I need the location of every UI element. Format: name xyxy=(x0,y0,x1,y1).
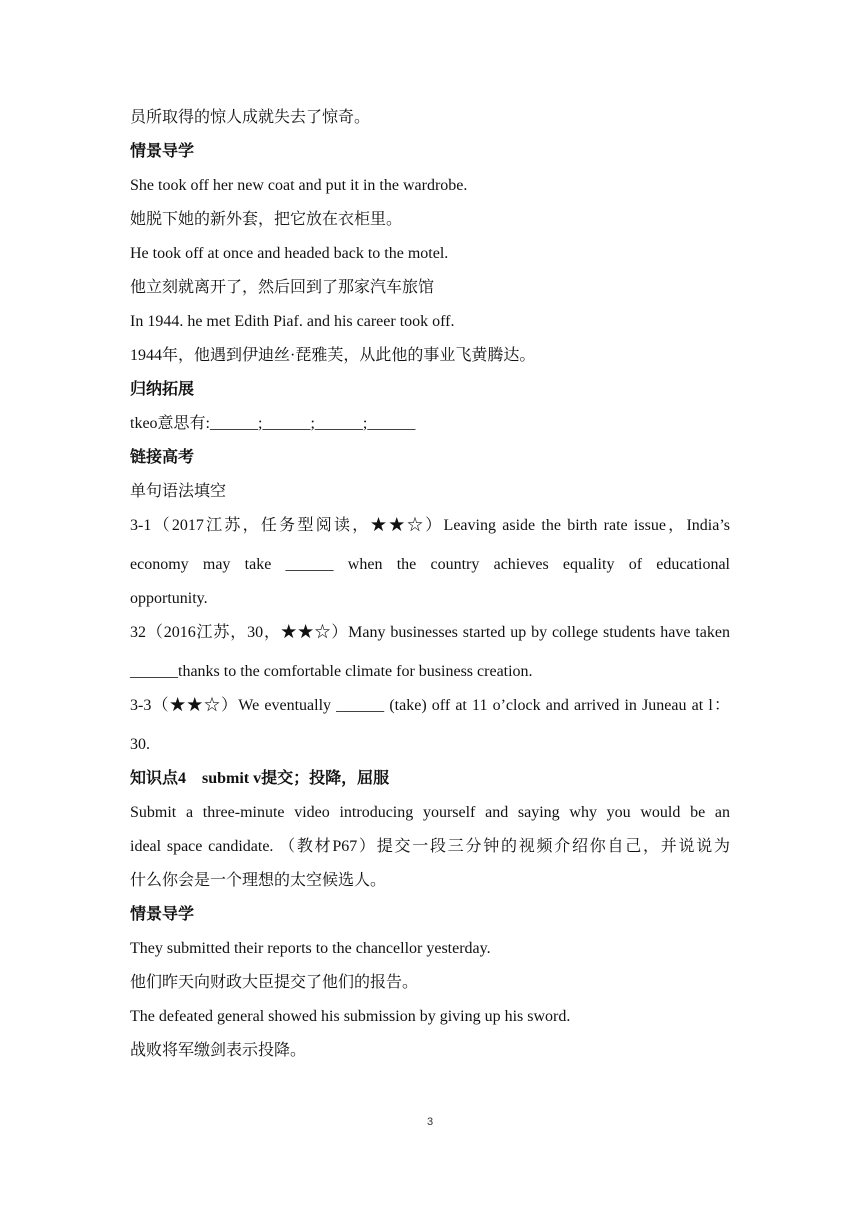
page-content xyxy=(130,108,730,1075)
exercise-item-continued: economy may take ______ when the country achieves equality of educational xyxy=(130,556,730,573)
exercise-item: 3-1（2017江苏，任务型阅读，★★☆）Leaving aside the birth rate issue，India’s xyxy=(130,517,730,534)
exercise-item: 3-3（★★☆）We eventually ______ (take) off at 11 o’clock and arrived in Juneau at l： xyxy=(130,697,730,714)
example-english: He took off at once and headed back to the motel. xyxy=(130,245,449,262)
section-heading: 情景导学 xyxy=(130,143,195,160)
section-heading: 归纳拓展 xyxy=(130,381,195,398)
paragraph: Submit a three-minute video introducing yourself and saying why you would be an xyxy=(130,804,730,821)
knowledge-point-heading: 知识点4 submit v提交；投降，屈服 xyxy=(130,770,390,787)
fill-blank-line: tkeo意思有:______;______;______;______ xyxy=(130,415,416,432)
example-english: In 1944. he met Edith Piaf. and his career took off. xyxy=(130,313,455,330)
exercise-item-continued: opportunity. xyxy=(130,590,208,607)
paragraph: ideal space candidate. （教材P67）提交一段三分钟的视频介绍你自己，并说说为 xyxy=(130,838,730,855)
example-english: She took off her new coat and put it in the wardrobe. xyxy=(130,177,468,194)
example-english: They submitted their reports to the chancellor yesterday. xyxy=(130,940,491,957)
example-english: The defeated general showed his submission by giving up his sword. xyxy=(130,1008,571,1025)
page-number: 3 xyxy=(426,1116,434,1128)
example-chinese: 1944年，他遇到伊迪丝·琵雅芙，从此他的事业飞黄腾达。 xyxy=(130,347,536,364)
example-chinese: 他们昨天向财政大臣提交了他们的报告。 xyxy=(130,974,419,991)
exercise-item: 32（2016江苏，30，★★☆）Many businesses started up by college students have taken xyxy=(130,624,730,641)
section-heading: 链接高考 xyxy=(130,449,195,466)
example-chinese: 战败将军缴剑表示投降。 xyxy=(130,1042,307,1059)
example-chinese: 他立刻就离开了，然后回到了那家汽车旅馆 xyxy=(130,279,435,296)
example-chinese: 她脱下她的新外套，把它放在衣柜里。 xyxy=(130,211,403,228)
paragraph: 员所取得的惊人成就失去了惊奇。 xyxy=(130,109,371,126)
exercise-title: 单句语法填空 xyxy=(130,483,227,500)
exercise-item-continued: ______thanks to the comfortable climate for business creation. xyxy=(130,663,533,680)
exercise-item-continued: 30. xyxy=(130,736,150,753)
paragraph: 什么你会是一个理想的太空候选人。 xyxy=(130,872,387,889)
section-heading: 情景导学 xyxy=(130,906,195,923)
